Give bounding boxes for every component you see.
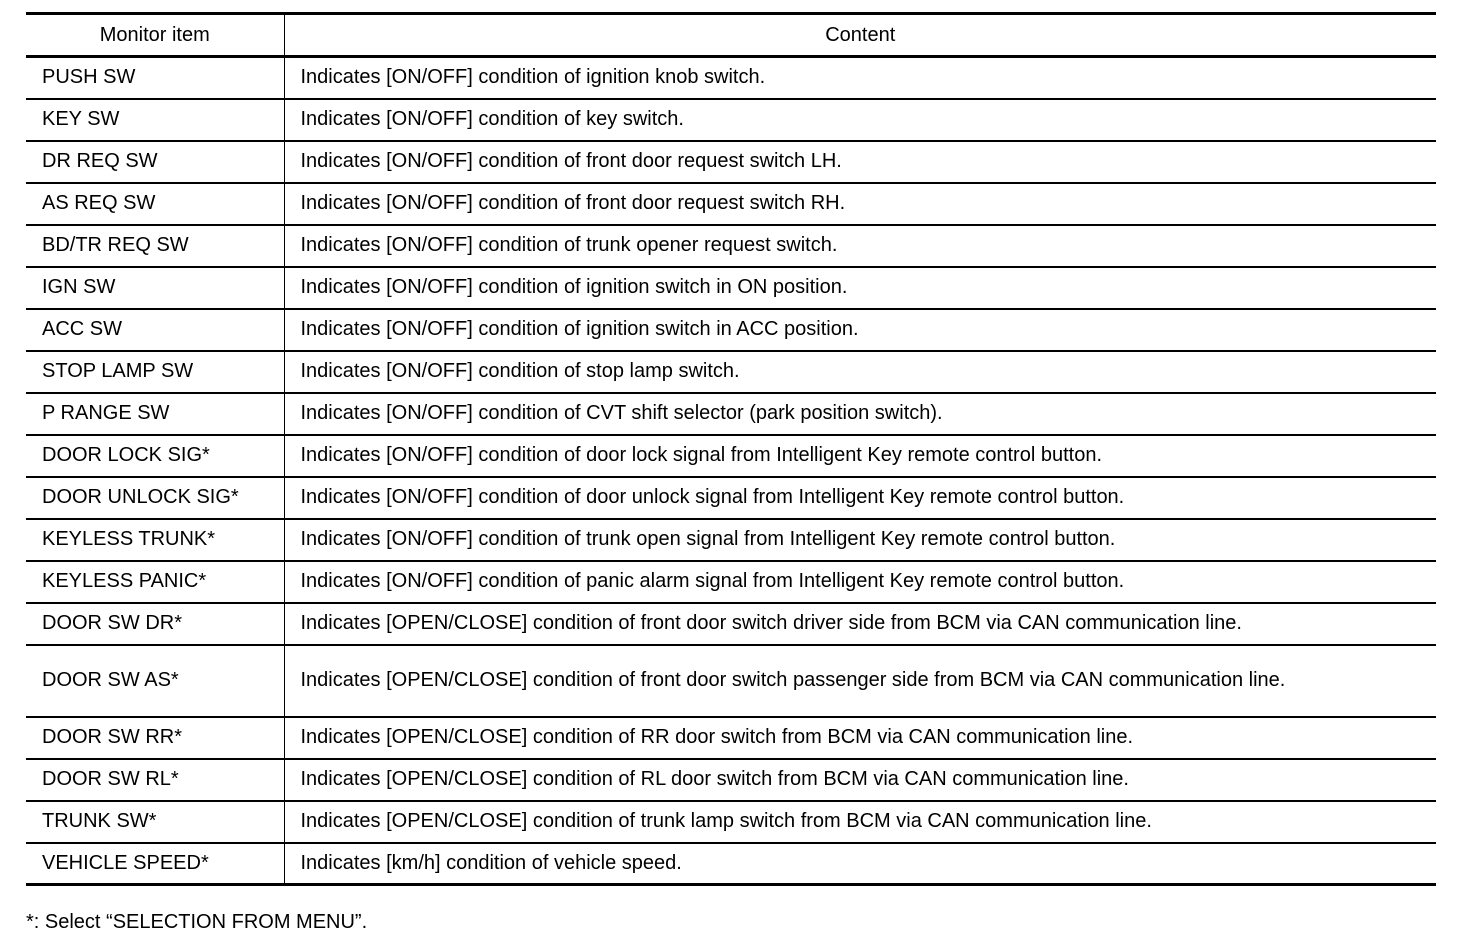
header-content: Content	[284, 14, 1436, 57]
table-row	[26, 141, 1436, 183]
monitor-item-cell: VEHICLE SPEED*	[26, 843, 284, 885]
content-cell: Indicates [ON/OFF] condition of door lock signal from Intelligent Key remote control button.	[284, 435, 1436, 477]
monitor-item-cell: DOOR SW AS*	[26, 645, 284, 717]
table-row	[26, 519, 1436, 561]
monitor-item-cell: PUSH SW	[26, 57, 284, 99]
content-cell: Indicates [ON/OFF] condition of panic alarm signal from Intelligent Key remote control button.	[284, 561, 1436, 603]
content-cell: Indicates [OPEN/CLOSE] condition of front door switch passenger side from BCM via CAN communication line.	[284, 645, 1436, 717]
monitor-item-cell: AS REQ SW	[26, 183, 284, 225]
monitor-item-cell: KEYLESS PANIC*	[26, 561, 284, 603]
monitor-item-cell: TRUNK SW*	[26, 801, 284, 843]
table-row	[26, 351, 1436, 393]
content-cell: Indicates [OPEN/CLOSE] condition of trunk lamp switch from BCM via CAN communication line.	[284, 801, 1436, 843]
monitor-item-cell: DOOR SW DR*	[26, 603, 284, 645]
content-cell: Indicates [ON/OFF] condition of CVT shift selector (park position switch).	[284, 393, 1436, 435]
content-cell: Indicates [ON/OFF] condition of ignition switch in ACC position.	[284, 309, 1436, 351]
monitor-item-cell: DOOR UNLOCK SIG*	[26, 477, 284, 519]
content-cell: Indicates [ON/OFF] condition of trunk opener request switch.	[284, 225, 1436, 267]
monitor-item-cell: ACC SW	[26, 309, 284, 351]
table-row	[26, 477, 1436, 519]
content-cell: Indicates [OPEN/CLOSE] condition of RR door switch from BCM via CAN communication line.	[284, 717, 1436, 759]
content-cell: Indicates [km/h] condition of vehicle speed.	[284, 843, 1436, 885]
table-row	[26, 561, 1436, 603]
content-cell: Indicates [ON/OFF] condition of front door request switch LH.	[284, 141, 1436, 183]
content-cell: Indicates [ON/OFF] condition of stop lamp switch.	[284, 351, 1436, 393]
table-row	[26, 267, 1436, 309]
table-header-row	[26, 14, 1436, 57]
table-row	[26, 435, 1436, 477]
monitor-item-cell: DOOR SW RL*	[26, 759, 284, 801]
monitor-item-cell: IGN SW	[26, 267, 284, 309]
table-row	[26, 843, 1436, 885]
monitor-item-cell: P RANGE SW	[26, 393, 284, 435]
content-cell: Indicates [ON/OFF] condition of front door request switch RH.	[284, 183, 1436, 225]
table-row	[26, 759, 1436, 801]
monitor-item-cell: DR REQ SW	[26, 141, 284, 183]
monitor-item-cell: STOP LAMP SW	[26, 351, 284, 393]
table-row	[26, 393, 1436, 435]
table-row	[26, 57, 1436, 99]
monitor-item-cell: KEY SW	[26, 99, 284, 141]
monitor-item-cell: KEYLESS TRUNK*	[26, 519, 284, 561]
table-row	[26, 183, 1436, 225]
table-row	[26, 717, 1436, 759]
content-cell: Indicates [ON/OFF] condition of door unlock signal from Intelligent Key remote control button.	[284, 477, 1436, 519]
monitor-item-cell: DOOR SW RR*	[26, 717, 284, 759]
footnote: *: Select “SELECTION FROM MENU”.	[26, 911, 368, 933]
table-row	[26, 99, 1436, 141]
table-row	[26, 801, 1436, 843]
content-cell: Indicates [OPEN/CLOSE] condition of front door switch driver side from BCM via CAN communication line.	[284, 603, 1436, 645]
table-row	[26, 603, 1436, 645]
content-cell: Indicates [ON/OFF] condition of ignition knob switch.	[284, 57, 1436, 99]
table-row	[26, 645, 1436, 717]
content-cell: Indicates [ON/OFF] condition of trunk open signal from Intelligent Key remote control button.	[284, 519, 1436, 561]
content-cell: Indicates [OPEN/CLOSE] condition of RL door switch from BCM via CAN communication line.	[284, 759, 1436, 801]
table-row	[26, 309, 1436, 351]
monitor-item-cell: BD/TR REQ SW	[26, 225, 284, 267]
monitor-item-table	[26, 12, 1436, 886]
content-cell: Indicates [ON/OFF] condition of ignition switch in ON position.	[284, 267, 1436, 309]
table-row	[26, 225, 1436, 267]
content-cell: Indicates [ON/OFF] condition of key switch.	[284, 99, 1436, 141]
header-monitor-item: Monitor item	[26, 14, 284, 57]
monitor-item-cell: DOOR LOCK SIG*	[26, 435, 284, 477]
